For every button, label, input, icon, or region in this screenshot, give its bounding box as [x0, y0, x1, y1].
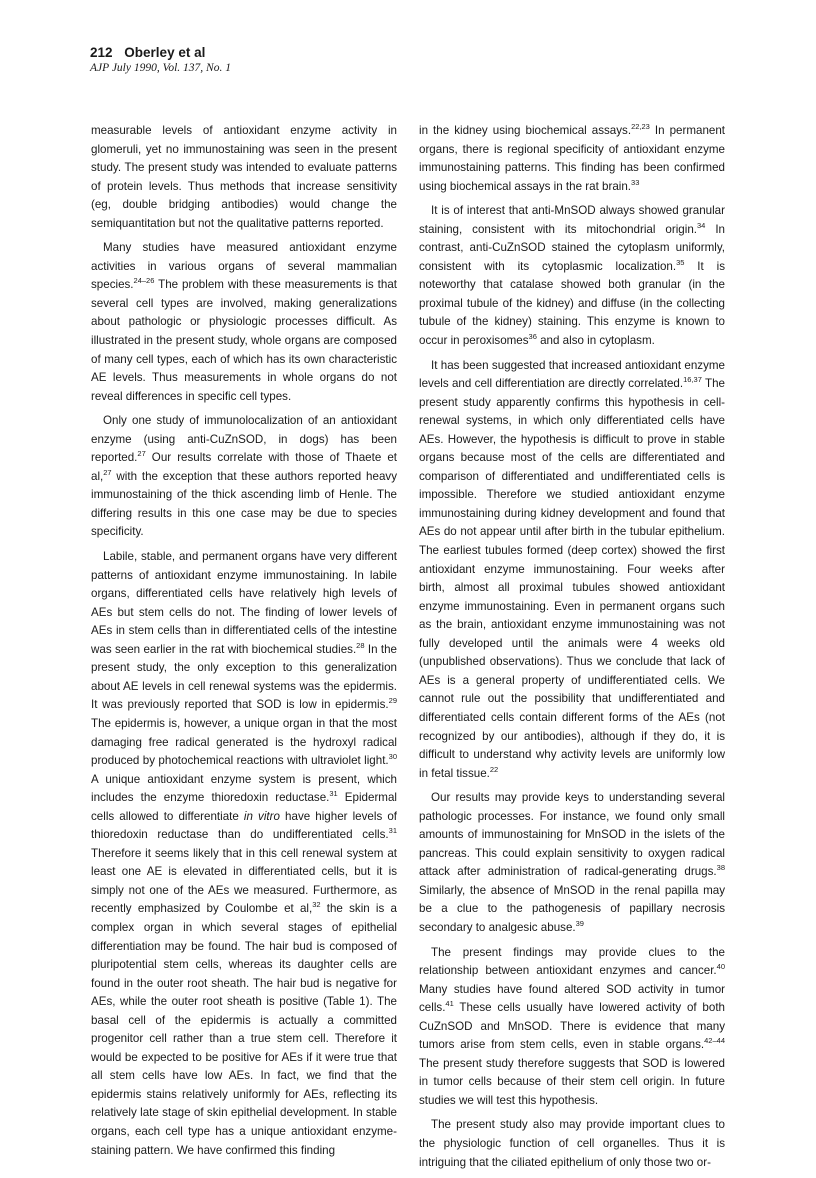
text-run: The epidermis is, however, a unique organ in that the most damaging free radical generated is the hydroxyl radical produced by photochemical reactions with ultraviolet light. [91, 716, 397, 768]
page-number: 212 [90, 45, 113, 60]
paragraph [419, 789, 725, 937]
citation-superscript: 33 [631, 177, 640, 187]
citation-superscript: 16,37 [683, 375, 702, 385]
citation-superscript: 29 [388, 696, 397, 706]
citation-superscript: 39 [575, 919, 584, 929]
citation-superscript: 30 [388, 752, 397, 762]
text-run: Many studies have measured antioxidant enzyme activities in various organs of several mammalian species. [91, 241, 397, 292]
citation-superscript: 34 [697, 220, 706, 230]
paragraph [91, 412, 397, 542]
text-run: In contrast, anti-CuZnSOD stained the cytoplasm uniformly, consistent with its cytoplasmic localization. [419, 222, 726, 273]
citation-superscript: 22,23 [631, 122, 650, 132]
italic-text: in vitro [243, 809, 280, 823]
paragraph [91, 122, 397, 233]
citation-superscript: 32 [312, 900, 321, 910]
text-run: The present findings may provide clues to the relationship between antioxidant enzymes and cancer. [419, 945, 725, 978]
text-run: A unique antioxidant enzyme system is present, which includes the enzyme thioredoxin reductase. [91, 772, 397, 805]
citation-superscript: 27 [103, 467, 112, 477]
citation-superscript: 22 [489, 764, 499, 774]
paragraph [91, 548, 397, 1160]
journal-citation: AJP July 1990, Vol. 137, No. 1 [90, 62, 231, 74]
text-run: Epidermal cells allowed to differentiate [91, 791, 397, 823]
citation-superscript: 31 [388, 826, 397, 836]
left-text-column [91, 122, 397, 1166]
text-run: In the present study, the only exception to this generalization about AE levels in cell renewal systems was the epidermis. It was previously reported that SOD is low in epidermis. [91, 642, 397, 712]
text-run: The present study apparently confirms this hypothesis in cell-renewal systems, in which only differentiated cells have AEs. However, the hypothesis is difficult to prove in stable organs because most of the cells are differentiated and comparison of differentiated and undifferentiated cells is impossible. Therefore we studied antioxidant enzyme immunostaining during kidney development and found that AEs do not appear until after birth in the tubular epithelium. The earliest tubules formed (deep cortex) showed the first antioxidant enzyme immunostaining. Four weeks after birth, almost all proximal tubules showed antioxidant enzyme immunostaining. Even in permanent organs such as the brain, antioxidant enzyme immunostaining was not fully developed until the animals were 4 weeks old (unpublished observations). Thus we conclude that lack of AEs is a general property of undifferentiated cells. We cannot rule out the possibility that undifferentiated and differentiated cells contain different forms of the AEs (not recognized by our antibodies), although if they do, it is difficult to understand why activity levels are uniformly low in fetal tissue. [419, 377, 725, 780]
text-run: in the kidney using biochemical assays. [419, 124, 632, 137]
text-run: and also in cytoplasm. [536, 334, 655, 348]
text-run: Only one study of immunolocalization of an antioxidant enzyme (using anti-CuZnSOD, in dogs) has been reported. [91, 414, 397, 465]
citation-superscript: 41 [445, 999, 454, 1009]
citation-superscript: 35 [676, 257, 685, 267]
text-run: measurable levels of antioxidant enzyme activity in glomeruli, yet no immunostaining was seen in the present study. The present study was intended to evaluate patterns of protein levels. Thus methods that increase sensitivity (eg, double bridging antibodies) would change the semiquantitation but not the qualitative patterns reported. [91, 124, 397, 230]
running-header [90, 44, 231, 76]
text-run: with the exception that these authors reported heavy immunostaining of the thick ascending limb of Henle. The differing results in this one case may be due to species specificity. [91, 469, 397, 539]
text-run: the skin is a complex organ in which several stages of epithelial differentiation may be found. The hair bud is composed of pluripotential stem cells, whereas its daughter cells are found in the outer root sheath. The hair bud is negative for AEs, while the outer root sheath is positive (Table 1). The basal cell of the epidermis is actually a committed progenitor cell rather than a true stem cell. Therefore it would be expected to be positive for AEs if it were true that all stem cells have low AEs. In fact, we find that the epidermis stains relatively uniformly for AEs, reflecting its relatively late stage of skin epithelial development. In stable organs, each cell type has a unique antioxidant enzyme-staining pattern. We have confirmed this finding [91, 902, 397, 1157]
paragraph [419, 944, 725, 1111]
text-run: In permanent organs, there is regional specificity of antioxidant enzyme immunostaining patterns. This finding has been confirmed using biochemical assays in the rat brain. [419, 124, 726, 193]
text-run: Labile, stable, and permanent organs have very different patterns of antioxidant enzyme immunostaining. In labile organs, differentiated cells have relatively high levels of AEs but stem cells do not. The finding of lower levels of AEs in stem cells than in differentiated cells of the intestine was seen earlier in the rat with biochemical studies. [91, 550, 397, 656]
text-run: Our results correlate with those of Thaete et al, [91, 451, 397, 483]
citation-superscript: 38 [716, 863, 725, 873]
header-line [90, 44, 231, 61]
header-authors: Oberley et al [124, 45, 206, 60]
text-run: The present study therefore suggests that SOD is lowered in tumor cells because of their stem cell origin. In future studies we will test this hypothesis. [419, 1056, 725, 1107]
text-run: These cells usually have lowered activity of both CuZnSOD and MnSOD. There is evidence that many tumors arise from stem cells, even in stable organs. [419, 1001, 725, 1052]
right-text-column [419, 122, 725, 1178]
text-run: It is noteworthy that catalase showed both granular (in the proximal tubule of the kidney) and diffuse (in the collecting tubule of the kidney) staining. This enzyme is known to occur in peroxisomes [419, 259, 725, 348]
citation-superscript: 42–44 [704, 1036, 725, 1046]
paragraph [419, 1116, 725, 1172]
citation-superscript: 27 [137, 449, 146, 459]
citation-superscript: 28 [356, 640, 365, 650]
text-run: have higher levels of thioredoxin reductase than do undifferentiated cells. [91, 809, 397, 842]
text-run: Therefore it seems likely that in this cell renewal system at least one AE is elevated in differentiated cells, but it is simply not one of the AEs we measured. Furthermore, as recently emphasized by Coulombe et al, [91, 846, 397, 916]
citation-superscript: 24–26 [133, 276, 155, 286]
text-run: It is of interest that anti-MnSOD always showed granular staining, consistent with its mitochondrial origin. [419, 204, 725, 236]
citation-superscript: 31 [329, 789, 338, 799]
paragraph [419, 202, 725, 350]
text-run: The present study also may provide important clues to the physiologic function of cell organelles. Thus it is intriguing that the ciliated epithelium of only those two or- [419, 1118, 725, 1169]
text-run: Similarly, the absence of MnSOD in the renal papilla may be a clue to the pathogenesis of papillary necrosis secondary to analgesic abuse. [419, 883, 725, 934]
citation-superscript: 36 [528, 332, 537, 342]
paragraph [91, 239, 397, 406]
text-run: It has been suggested that increased antioxidant enzyme levels and cell differentiation are directly correlated. [419, 358, 725, 391]
citation-superscript: 40 [716, 962, 725, 972]
text-run: Many studies have found altered SOD activity in tumor cells. [419, 982, 725, 1015]
text-run: The problem with these measurements is that several cell types are involved, making generalizations about pathologic or physiologic processes difficult. As illustrated in the present study, whole organs are composed of many cell types, each of which has its own characteristic AE levels. Thus measurements in whole organs do not reveal differences in specific cell types. [91, 278, 397, 403]
paragraph [419, 357, 725, 784]
text-run: Our results may provide keys to understanding several pathologic processes. For instance, we found only small amounts of immunostaining for MnSOD in the islets of the pancreas. This could explain sensitivity to oxygen radical attack after administration of radical-generating drugs. [419, 791, 725, 879]
paragraph [419, 122, 725, 196]
